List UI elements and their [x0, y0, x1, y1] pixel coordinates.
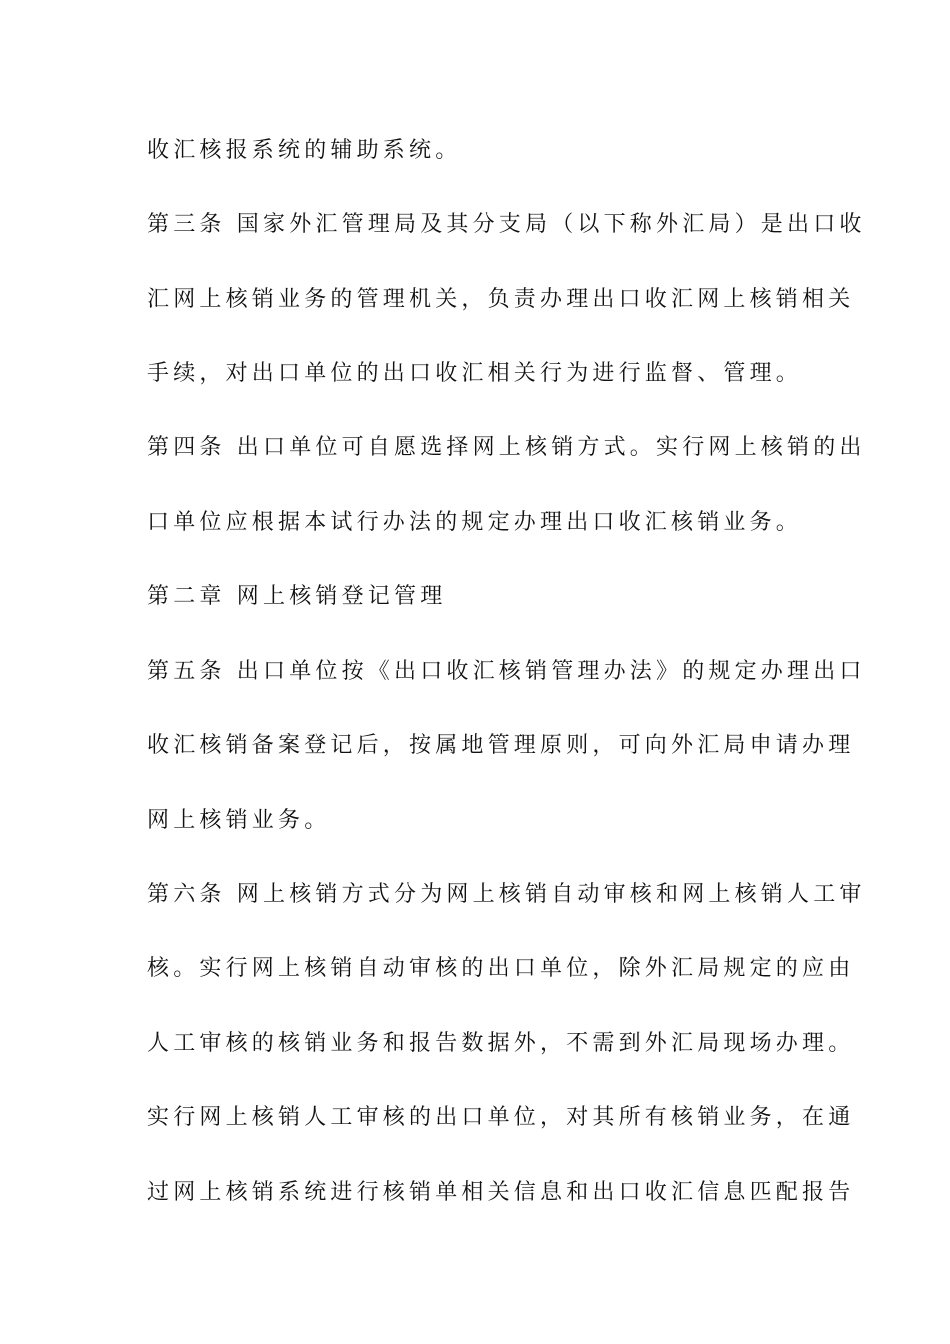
text-line: 核。实行网上核销自动审核的出口单位，除外汇局规定的应由: [147, 956, 855, 981]
text-line: 过网上核销系统进行核销单相关信息和出口收汇信息匹配报告: [147, 1180, 855, 1205]
text-line: 汇网上核销业务的管理机关，负责办理出口收汇网上核销相关: [147, 287, 855, 312]
article-5-heading-line: 第五条 出口单位按《出口收汇核销管理办法》的规定办理出口: [147, 659, 866, 684]
text-line: 收汇核报系统的辅助系统。: [147, 138, 462, 163]
text-line: 人工审核的核销业务和报告数据外，不需到外汇局现场办理。: [147, 1031, 855, 1056]
article-6-heading-line: 第六条 网上核销方式分为网上核销自动审核和网上核销人工审: [147, 882, 866, 907]
text-line: 手续，对出口单位的出口收汇相关行为进行监督、管理。: [147, 361, 803, 386]
text-line: 收汇核销备案登记后，按属地管理原则，可向外汇局申请办理: [147, 733, 855, 758]
text-line: 网上核销业务。: [147, 808, 331, 833]
chapter-2-heading: 第二章 网上核销登记管理: [147, 584, 447, 609]
article-4-heading-line: 第四条 出口单位可自愿选择网上核销方式。实行网上核销的出: [147, 435, 866, 460]
article-3-heading-line: 第三条 国家外汇管理局及其分支局（以下称外汇局）是出口收: [147, 212, 866, 237]
text-line: 口单位应根据本试行办法的规定办理出口收汇核销业务。: [147, 510, 803, 535]
text-line: 实行网上核销人工审核的出口单位，对其所有核销业务，在通: [147, 1105, 855, 1130]
